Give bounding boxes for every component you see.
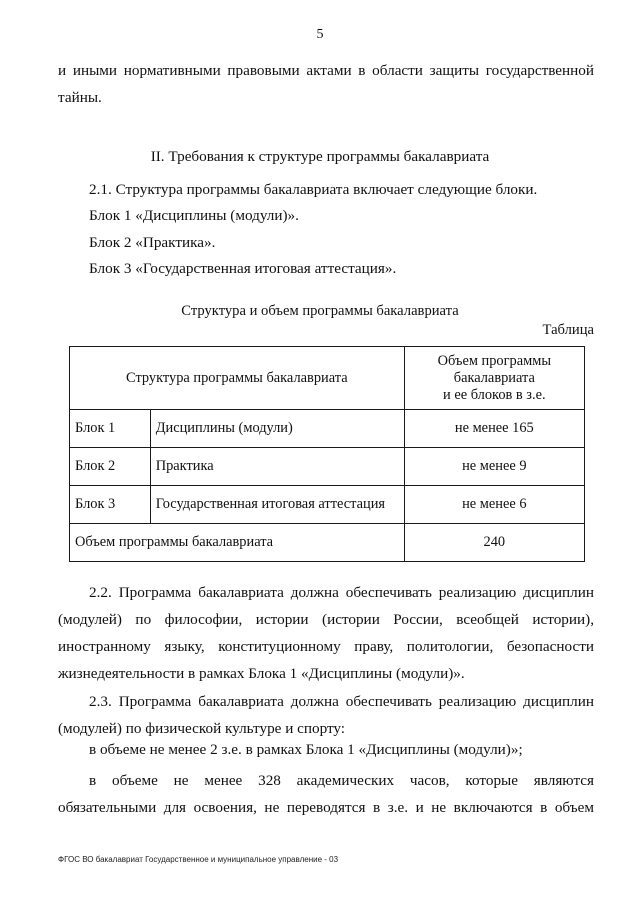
table-header-row [70, 347, 585, 410]
table-caption: Структура и объем программы бакалавриата [181, 303, 459, 319]
section-heading: II. Требования к структуре программы бакалавриата [150, 148, 490, 165]
block-cell: Блок 3 [70, 486, 151, 524]
block-list-item: Блок 2 «Практика». [89, 234, 216, 251]
header-volume-line: и ее блоков в з.е. [443, 386, 546, 403]
table-row [70, 448, 585, 486]
table-row [70, 410, 585, 448]
header-volume-cell [404, 347, 584, 410]
block-volume-cell: не менее 165 [404, 410, 584, 448]
intro-paragraph [58, 57, 594, 111]
table-row [70, 486, 585, 524]
block-volume-cell: не менее 6 [404, 486, 584, 524]
paragraph-line: 2.2. Программа бакалавриата должна обеспечивать реализацию дисциплин [89, 584, 594, 601]
total-label-cell: Объем программы бакалавриата [70, 524, 405, 562]
block-cell: Блок 1 [70, 410, 151, 448]
header-volume-line: Объем программы [437, 352, 551, 369]
document-footer: ФГОС ВО бакалавриат Государственное и муниципальное управление - 03 [58, 855, 339, 864]
paragraph-line: жизнедеятельности в рамках Блока 1 «Дисциплины (модули)». [58, 665, 465, 682]
header-structure-cell: Структура программы бакалавриата [70, 347, 405, 410]
block-list-item: Блок 3 «Государственная итоговая аттестация». [89, 260, 397, 277]
paragraph-2-2 [58, 579, 594, 687]
header-volume-line: бакалавриата [453, 369, 535, 386]
paragraph-line: иностранному языку, конституционному праву, политологии, безопасности [58, 638, 594, 655]
program-structure-table [69, 346, 585, 562]
paragraph-line: 2.3. Программа бакалавриата должна обеспечивать реализацию дисциплин [89, 693, 594, 710]
block-name-cell: Практика [150, 448, 404, 486]
paragraph-line: (модулей) по физической культуре и спорту: [58, 720, 346, 737]
page-number: 5 [316, 27, 324, 42]
paragraph-2-3-item [58, 767, 594, 821]
table-label: Таблица [542, 322, 594, 338]
total-value-cell: 240 [404, 524, 584, 562]
block-name-cell: Государственная итоговая аттестация [150, 486, 404, 524]
intro-line: и иными нормативными правовыми актами в области защиты государственной [58, 62, 594, 79]
paragraph-line: в объеме не менее 328 академических часов, которые являются [89, 772, 594, 789]
structure-intro: 2.1. Структура программы бакалавриата включает следующие блоки. [89, 181, 538, 198]
paragraph-2-3 [58, 688, 594, 742]
table-total-row [70, 524, 585, 562]
paragraph-2-3-item: в объеме не менее 2 з.е. в рамках Блока 1 «Дисциплины (модули)»; [89, 741, 523, 758]
paragraph-line: обязательными для освоения, не переводятся в з.е. и не включаются в объем [58, 799, 594, 816]
intro-line: тайны. [58, 89, 102, 106]
block-list-item: Блок 1 «Дисциплины (модули)». [89, 207, 299, 224]
block-volume-cell: не менее 9 [404, 448, 584, 486]
paragraph-line: (модулей) по философии, истории (истории России, всеобщей истории), [58, 611, 594, 628]
block-name-cell: Дисциплины (модули) [150, 410, 404, 448]
block-cell: Блок 2 [70, 448, 151, 486]
